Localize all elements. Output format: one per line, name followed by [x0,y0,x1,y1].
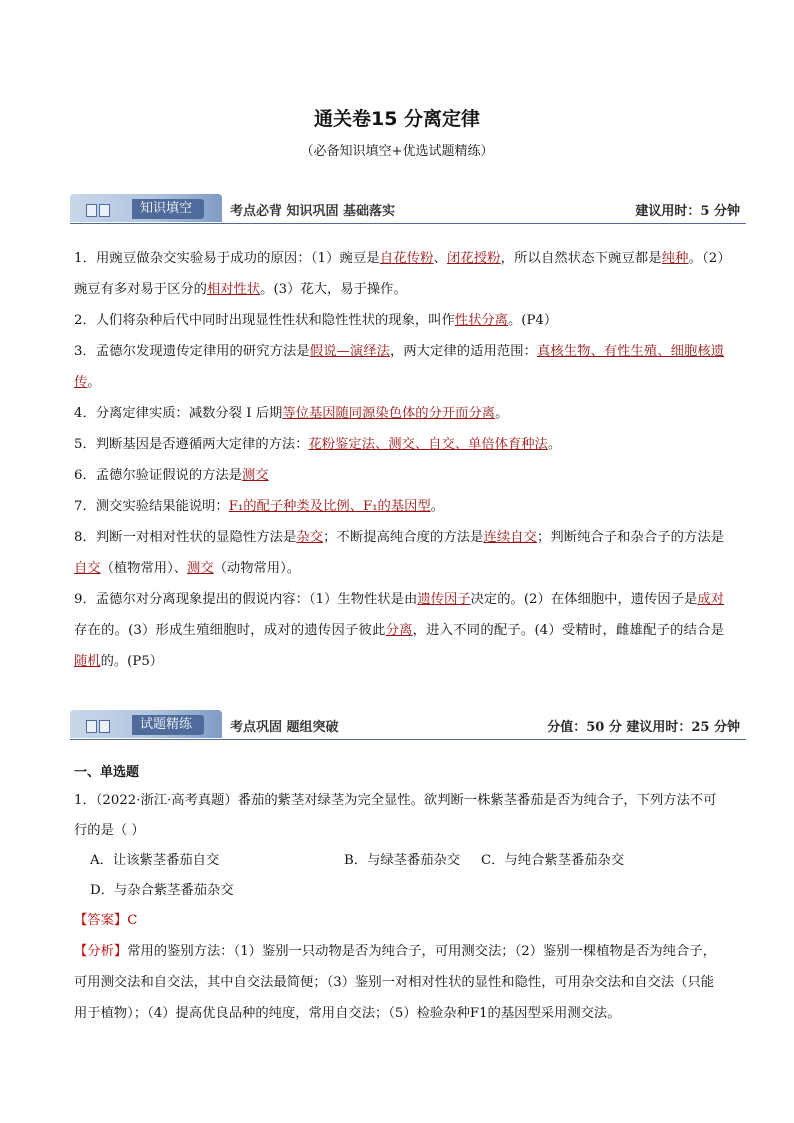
statement-text: 。(P4） [507,313,558,328]
analysis-tag: 【分析】 [74,944,128,959]
fill-answer: 性状分离 [454,313,508,328]
statement-text: 。 [87,375,101,390]
analysis-paragraph [74,936,724,1029]
fill-answer: 闭花授粉 [446,251,501,266]
statement-text: 、 [433,251,447,266]
fill-answer: 相对性状 [206,282,261,297]
question-options [74,846,724,906]
statement-text: （动物常用）。 [213,561,301,576]
statement-text: （植物常用）、 [100,561,188,576]
fill-answer: 真核生物、有性生殖、细胞核遗传 [74,344,725,390]
knowledge-item [74,460,724,491]
fill-answer: 自交 [74,561,101,576]
statement-text: 7．测交实验结果能说明： [74,499,229,514]
option-d: D．与杂合紫茎番茄杂交 [90,883,234,898]
statement-text: 8．判断一对相对性状的显隐性方法是 [74,530,297,545]
fill-answer: 测交 [187,561,214,576]
exercise-section [74,760,724,1029]
statement-text: 。 [430,499,445,514]
fill-answer: 纯种 [661,251,689,266]
banner-tab [70,710,222,738]
fill-answer: 成对 [697,592,725,607]
fill-answer: 分离 [385,623,413,638]
banner-slogan: 考点巩固 题组突破 [230,720,339,735]
fill-answer: 假说—演绎法 [309,344,390,359]
statement-text: ；判断纯合子和杂合子的方法是 [536,530,725,545]
statement-text: 。(3）花大，易于操作。 [260,282,407,297]
knowledge-item [74,584,724,677]
fill-answer: 杂交 [296,530,324,545]
statement-text: 5．判断基因是否遵循两大定律的方法： [74,437,309,452]
question-stem: 1．（2022·浙江·高考真题）番茄的紫茎对绿茎为完全显性。欲判断一株紫茎番茄是否为纯合子，下列方法不可行的是（ ） [74,793,717,838]
page-subtitle: （必备知识填空+优选试题精练） [300,144,494,159]
statement-text: 决定的。(2）在体细胞中，遗传因子是 [470,592,698,607]
statement-text: 6．孟德尔验证假说的方法是 [74,468,243,483]
knowledge-banner [70,194,746,224]
knowledge-item [74,522,724,584]
statement-text: 4．分离定律实质：减数分裂 I 后期 [74,406,283,421]
banner-label: 试题精练 [132,715,204,735]
option-a: A．让该紫茎番茄自交 [90,853,220,868]
statement-text: 1．用豌豆做杂交实验易于成功的原因：（1）豌豆是 [74,251,380,266]
statement-text: 2．人们将杂种后代中同时出现显性性状和隐性性状的现象，叫作 [74,313,455,328]
fill-answer: 连续自交 [483,530,537,545]
fill-answer: 自花传粉 [379,251,434,266]
statement-text: ，两大定律的适用范围： [389,344,537,359]
banner-divider [70,739,746,740]
banner-slogan: 考点必背 知识巩固 基础落实 [230,204,396,219]
knowledge-item [74,243,724,305]
knowledge-item [74,491,724,522]
book-icon [86,202,112,216]
option-b: B．与绿茎番茄杂交 [344,853,461,868]
score-and-time: 分值：50 分 建议用时：25 分钟 [547,720,740,735]
statement-text: 9．孟德尔对分离现象提出的假说内容：（1）生物性状是由 [74,592,418,607]
fill-answer: 遗传因子 [417,592,471,607]
knowledge-item [74,336,724,398]
option-c: C．与纯合紫茎番茄杂交 [481,853,625,868]
banner-divider [70,223,746,224]
statement-text: 。（2）豌豆有多对易于区分的 [74,251,725,297]
book-icon [86,718,112,732]
answer-value: C [127,913,138,928]
section-title: 一、单选题 [74,765,140,780]
banner-label: 知识填空 [132,199,204,219]
exercise-banner [70,710,746,740]
answer-line [74,906,724,936]
statement-text: ，所以自然状态下豌豆都是 [500,251,662,266]
fill-answer: 花粉鉴定法、测交、自交、单倍体育种法 [308,437,548,452]
banner-tab [70,194,222,222]
statement-text: ；不断提高纯合度的方法是 [323,530,484,545]
statement-text: 存在的。(3）形成生殖细胞时，成对的遗传因子彼此 [74,623,386,638]
page-title: 通关卷15 分离定律 [313,108,481,130]
answer-tag: 【答案】 [74,913,128,928]
knowledge-list [74,243,724,677]
statement-text: 。 [495,406,509,421]
fill-answer: 测交 [242,468,269,483]
statement-text: 。 [547,437,562,452]
knowledge-item [74,398,724,429]
statement-text: 3．孟德尔发现遗传定律用的研究方法是 [74,344,310,359]
suggested-time: 建议用时：5 分钟 [635,204,740,219]
fill-answer: 随机 [74,654,101,669]
knowledge-item [74,305,724,336]
knowledge-item [74,429,724,460]
analysis-text: 常用的鉴别方法：（1）鉴别一只动物是否为纯合子，可用测交法；（2）鉴别一棵植物是否为纯合子，可用测交法和自交法，其中自交法最简便；（3）鉴别一对相对性状的显性和隐性，可用杂交法和自交法（只能用于植物）；（4）提高优良品种的纯度，常用自交法；（5）检验杂种F1的基因型采用测交法。 [74,944,716,1021]
statement-text: ，进入不同的配子。(4）受精时，雌雄配子的结合是 [412,623,724,638]
statement-text: 的。(P5） [100,654,164,669]
fill-answer: F₁的配子种类及比例、F₁的基因型 [228,499,431,514]
fill-answer: 等位基因随同源染色体的分开而分离 [282,406,496,421]
